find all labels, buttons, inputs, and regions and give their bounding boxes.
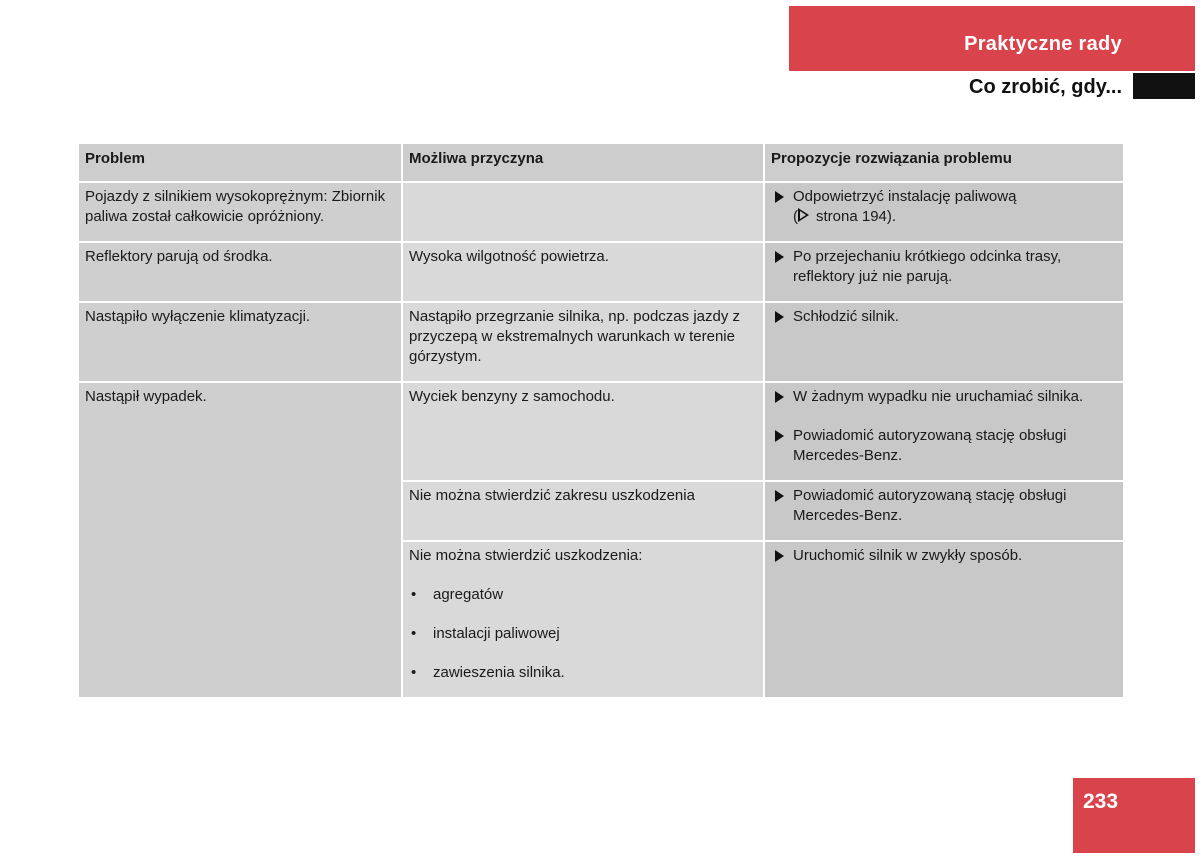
step-arrow-icon bbox=[775, 490, 784, 502]
page-reference-link[interactable]: strona 194). bbox=[816, 208, 897, 225]
cause-cell: Wysoka wilgotność powietrza. bbox=[402, 242, 764, 302]
bullet-icon: • bbox=[411, 625, 417, 642]
table-row bbox=[78, 242, 1124, 302]
solution-text: Schłodzić silnik. bbox=[793, 308, 899, 325]
list-item: • agregatów bbox=[411, 586, 504, 603]
solution-text: Uruchomić silnik w zwykły sposób. bbox=[793, 547, 1023, 564]
list-item: • instalacji paliwowej bbox=[411, 625, 560, 642]
header-marker-bar bbox=[1133, 73, 1195, 99]
step-arrow-icon bbox=[775, 191, 784, 203]
page-number: 233 bbox=[1073, 778, 1195, 853]
solution-text: Po przejechaniu krótkiego odcinka trasy, reflektory już nie parują. bbox=[793, 248, 1062, 285]
cause-cell bbox=[402, 182, 764, 242]
solution-text: W żadnym wypadku nie uruchamiać silnika. bbox=[793, 388, 1084, 405]
cause-cell: Nie można stwierdzić zakresu uszkodzenia bbox=[402, 481, 764, 541]
solution-step bbox=[771, 486, 1117, 526]
column-header-cause: Możliwa przyczyna bbox=[402, 143, 764, 182]
column-header-problem: Problem bbox=[78, 143, 402, 182]
step-arrow-icon bbox=[775, 251, 784, 263]
solution-text: Powiadomić autoryzowaną stację obsługi Mercedes-Benz. bbox=[793, 487, 1067, 524]
solution-text: Powiadomić autoryzowaną stację obsługi Mercedes-Benz. bbox=[793, 427, 1067, 464]
solution-step bbox=[771, 387, 1117, 407]
step-arrow-icon bbox=[775, 550, 784, 562]
section-tab bbox=[789, 6, 1195, 71]
cause-cell: Wyciek benzyny z samochodu. bbox=[402, 382, 764, 481]
table-row bbox=[78, 182, 1124, 242]
table-header-row bbox=[78, 143, 1124, 182]
solution-step bbox=[771, 426, 1117, 466]
step-arrow-icon bbox=[775, 311, 784, 323]
solution-cell bbox=[764, 242, 1124, 302]
problem-cell: Reflektory parują od środka. bbox=[78, 242, 402, 302]
solution-cell bbox=[764, 481, 1124, 541]
solution-cell bbox=[764, 382, 1124, 481]
bullet-icon: • bbox=[411, 586, 417, 603]
solution-step bbox=[771, 307, 1117, 327]
cause-cell: Nastąpiło przegrzanie silnika, np. podczas jazdy z przyczepą w ekstremalnych warunkach w terenie górzystym. bbox=[402, 302, 764, 382]
solution-step: Odpowietrzyć instalację paliwową ( strona 194). bbox=[771, 187, 1117, 227]
solution-step bbox=[771, 247, 1117, 287]
solution-cell bbox=[764, 182, 1124, 242]
step-arrow-icon bbox=[775, 430, 784, 442]
page-reference-icon bbox=[798, 208, 809, 222]
table-row bbox=[78, 302, 1124, 382]
troubleshooting-table bbox=[77, 142, 1125, 699]
cause-list bbox=[409, 585, 757, 683]
cause-cell bbox=[402, 541, 764, 698]
step-arrow-icon bbox=[775, 391, 784, 403]
solution-text: Odpowietrzyć instalację paliwową bbox=[793, 188, 1017, 205]
cause-text: Nie można stwierdzić uszkodzenia: bbox=[409, 547, 643, 564]
column-header-solution: Propozycje rozwiązania problemu bbox=[764, 143, 1124, 182]
solution-step bbox=[771, 546, 1117, 566]
problem-cell: Pojazdy z silnikiem wysokoprężnym: Zbiornik paliwa został całkowicie opróżniony. bbox=[78, 182, 402, 242]
problem-cell: Nastąpił wypadek. bbox=[78, 382, 402, 698]
list-item: • zawieszenia silnika. bbox=[411, 664, 565, 681]
solution-cell bbox=[764, 302, 1124, 382]
bullet-icon: • bbox=[411, 664, 417, 681]
section-title: Praktyczne rady bbox=[964, 33, 1122, 55]
problem-cell: Nastąpiło wyłączenie klimatyzacji. bbox=[78, 302, 402, 382]
page-subtitle: Co zrobić, gdy... bbox=[969, 76, 1122, 98]
solution-cell bbox=[764, 541, 1124, 698]
table-row bbox=[78, 382, 1124, 481]
